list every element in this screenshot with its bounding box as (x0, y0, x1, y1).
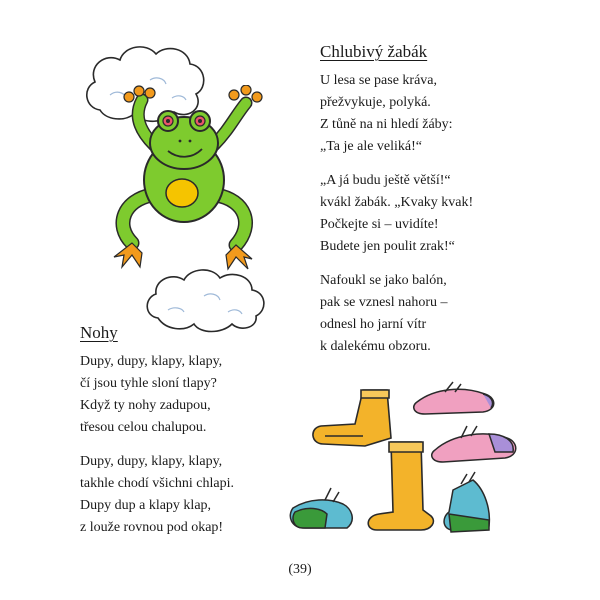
verse-line: k dalekému obzoru. (320, 339, 431, 354)
verse-line: pak se vznesl nahoru – (320, 295, 448, 310)
verse-line: čí jsou tyhle sloní tlapy? (80, 376, 217, 391)
verse-line: Dupy, dupy, klapy, klapy, (80, 354, 223, 369)
verse-line: „Ta je ale veliká!“ (320, 139, 423, 154)
verse-line: Budete jen poulit zrak!“ (320, 239, 455, 254)
verse-line: Nafoukl se jako balón, (320, 273, 447, 288)
green-shoe-icon (290, 488, 352, 528)
verse-line: Z tůně na ni hledí žáby: (320, 117, 453, 132)
stanza (320, 70, 473, 158)
teal-boot-icon (444, 472, 489, 532)
page-number: (39) (288, 562, 312, 577)
verse-line: Počkejte si – uvidíte! (320, 217, 439, 232)
poem-title: Chlubivý žabák (320, 42, 428, 61)
stanza (80, 351, 234, 439)
stanza (320, 270, 473, 358)
verse-line: Dupy dup a klapy klap, (80, 498, 212, 513)
verse-line: kvákl žabák. „Kvaky kvak! (320, 195, 474, 210)
verse-line: odnesl ho jarní vítr (320, 317, 427, 332)
yellow-tall-boot-icon (368, 442, 433, 530)
poem-chlubivy-zabak (320, 42, 473, 370)
frog-illustration (84, 85, 284, 275)
verse-line: U lesa se pase kráva, (320, 73, 438, 88)
poem-title: Nohy (80, 323, 118, 342)
stanza (320, 170, 473, 258)
verse-line: Dupy, dupy, klapy, klapy, (80, 454, 223, 469)
verse-line: takhle chodí všichni chlapi. (80, 476, 234, 491)
stanza (80, 451, 234, 539)
poem-nohy (80, 323, 234, 551)
verse-line: přežvykuje, polyká. (320, 95, 431, 110)
verse-line: „A já budu ještě větší!“ (320, 173, 451, 188)
shoes-boots-illustration (285, 380, 530, 550)
pink-shoe-icon (414, 382, 494, 414)
violet-shoe-icon (432, 426, 516, 462)
verse-line: Když ty nohy zadupou, (80, 398, 211, 413)
verse-line: třesou celou chalupou. (80, 420, 207, 435)
verse-line: z louže rovnou pod okap! (80, 520, 224, 535)
yellow-boot-icon (313, 390, 391, 446)
